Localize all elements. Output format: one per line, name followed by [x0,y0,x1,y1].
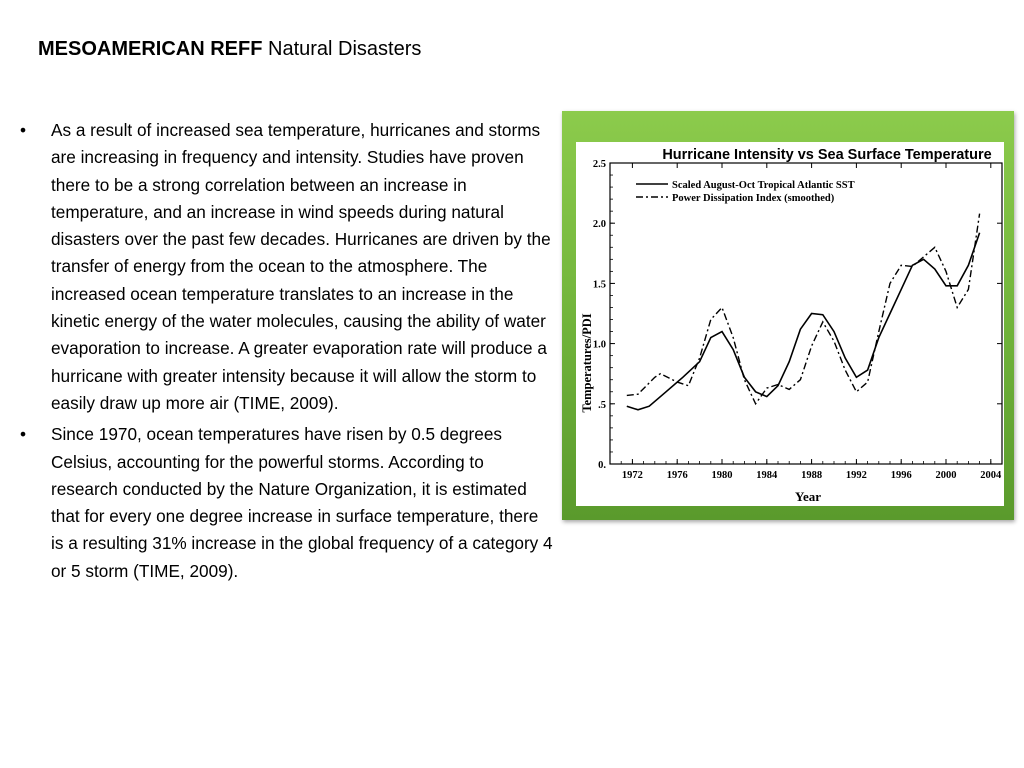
bullet-list [20,117,555,589]
plot-border [610,163,1002,464]
x-tick-label: 1980 [711,470,733,481]
legend-label-pdi: Power Dissipation Index (smoothed) [672,193,835,204]
y-tick-label: 0. [598,460,606,471]
bullet-item [20,421,555,585]
legend-label-sst: Scaled August-Oct Tropical Atlantic SST [672,180,855,191]
x-tick-label: 1972 [621,470,643,481]
y-axis [593,159,1002,471]
x-tick-label: 1992 [845,470,867,481]
x-axis [621,163,1002,481]
y-tick-label: 1.5 [592,279,606,291]
x-tick-label: 2000 [935,470,957,481]
slide-title [38,38,421,61]
bullet-marker: • [20,424,27,445]
legend [636,180,855,204]
title-bold-part: MESOAMERICAN REFF [38,38,263,60]
x-tick-label: 1976 [666,470,688,481]
y-axis-label: Temperatures/PDI [580,313,594,413]
x-tick-label: 1996 [890,470,912,481]
chart-title: Hurricane Intensity vs Sea Surface Temperature [662,147,992,163]
x-tick-label: 1988 [801,470,823,481]
bullet-text: As a result of increased sea temperature, hurricanes and storms are increasing in frequency and intensity. Studies have proven there to be a strong correlation between an increase in temperature, and an increase in wind speeds during natural disasters over the past few decades. Hurricanes are driven by the transfer of energy from the ocean to the atmosphere. The increased ocean temperature translates to an increase in the kinetic energy of the water molecules, causing the ability of water evaporation to increase. A greater evaporation rate will produce a hurricane with greater intensity because it will allow the storm to easily draw up more air (TIME, 2009). [51,120,551,413]
bullet-text: Since 1970, ocean temperatures have risen by 0.5 degrees Celsius, accounting for the powerful storms. According to research conducted by the Nature Organization, it is estimated that for every one degree increase in surface temperature, there is a resulting 31% increase in the global frequency of a category 4 or 5 storm (TIME, 2009). [51,424,553,581]
chart-svg [576,142,1004,506]
y-tick-label: 2.0 [592,219,606,231]
figure-frame [562,111,1014,520]
y-tick-label: 2.5 [592,159,606,170]
x-tick-label: 1984 [756,470,778,481]
bullet-marker: • [20,120,27,140]
x-axis-label: Year [795,489,821,504]
bullet-item [20,117,555,417]
x-tick-label: 2004 [980,470,1002,481]
series-line-pdi [627,214,980,404]
y-tick-label: 1.0 [592,339,606,351]
y-tick-label: .5 [598,399,606,411]
title-rest-part: Natural Disasters [262,38,422,60]
chart-panel [576,142,1004,506]
